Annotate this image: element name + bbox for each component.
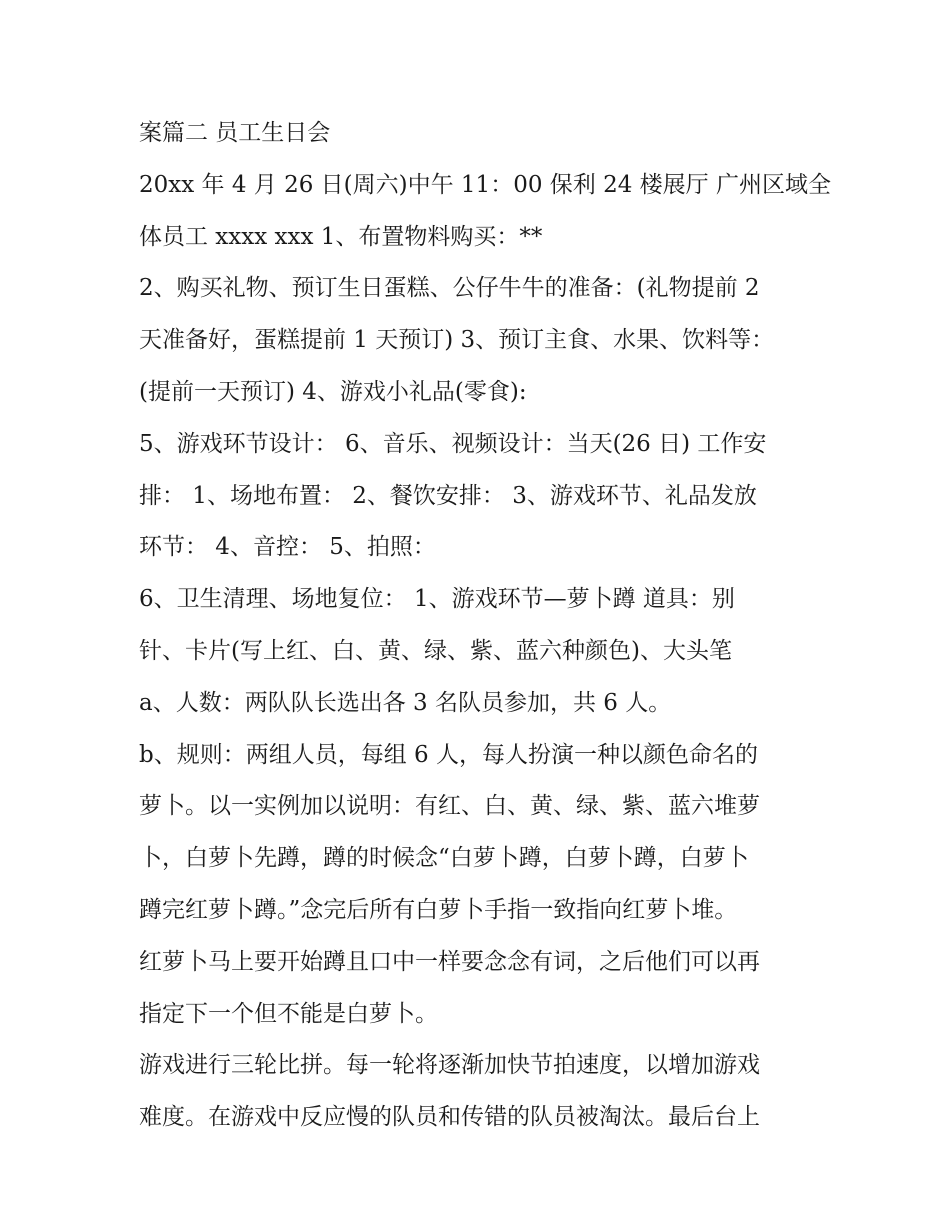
text-line: a、人数：两队队长选出各 3 名队员参加，共 6 人。 <box>139 689 672 716</box>
text-line: 卜，白萝卜先蹲，蹲的时候念“白萝卜蹲，白萝卜蹲，白萝卜 <box>139 845 749 872</box>
text-line: 难度。在游戏中反应慢的队员和传错的队员被淘汰。最后台上 <box>139 1104 760 1131</box>
text-line: 针、卡片(写上红、白、黄、绿、紫、蓝六种颜色)、大头笔 <box>139 637 732 664</box>
text-line: 蹲完红萝卜蹲。”念完后所有白萝卜手指一致指向红萝卜堆。 <box>139 896 738 923</box>
document-body <box>139 108 831 1144</box>
text-line: 指定下一个但不能是白萝卜。 <box>139 1000 438 1027</box>
text-line: b、规则：两组人员，每组 6 人，每人扮演一种以颜色命名的 <box>139 741 758 768</box>
text-line: 20xx 年 4 月 26 日(周六)中午 11：00 保利 24 楼展厅 广州区域全 <box>139 171 831 198</box>
document-heading: 案篇二 员工生日会 <box>139 120 331 146</box>
text-line: 天准备好，蛋糕提前 1 天预订) 3、预订主食、水果、饮料等： <box>139 327 775 354</box>
text-line: (提前一天预订) 4、游戏小礼品(零食): <box>139 378 527 405</box>
text-line: 2、购买礼物、预订生日蛋糕、公仔牛牛的准备：(礼物提前 2 <box>139 275 760 302</box>
text-line: 6、卫生清理、场地复位： 1、游戏环节—萝卜蹲 道具：别 <box>139 586 735 613</box>
text-line: 游戏进行三轮比拼。每一轮将逐渐加快节拍速度，以增加游戏 <box>139 1052 760 1079</box>
text-line: 5、游戏环节设计： 6、音乐、视频设计：当天(26 日) 工作安 <box>139 430 767 457</box>
text-line: 萝卜。以一实例加以说明：有红、白、黄、绿、紫、蓝六堆萝 <box>139 793 760 820</box>
text-line: 体员工 xxxx xxx 1、布置物料购买：** <box>139 223 543 250</box>
text-line: 环节： 4、音控： 5、拍照： <box>139 534 436 561</box>
text-line: 红萝卜马上要开始蹲且口中一样要念念有词，之后他们可以再 <box>139 948 760 975</box>
text-line: 排： 1、场地布置： 2、餐饮安排： 3、游戏环节、礼品发放 <box>139 482 757 509</box>
